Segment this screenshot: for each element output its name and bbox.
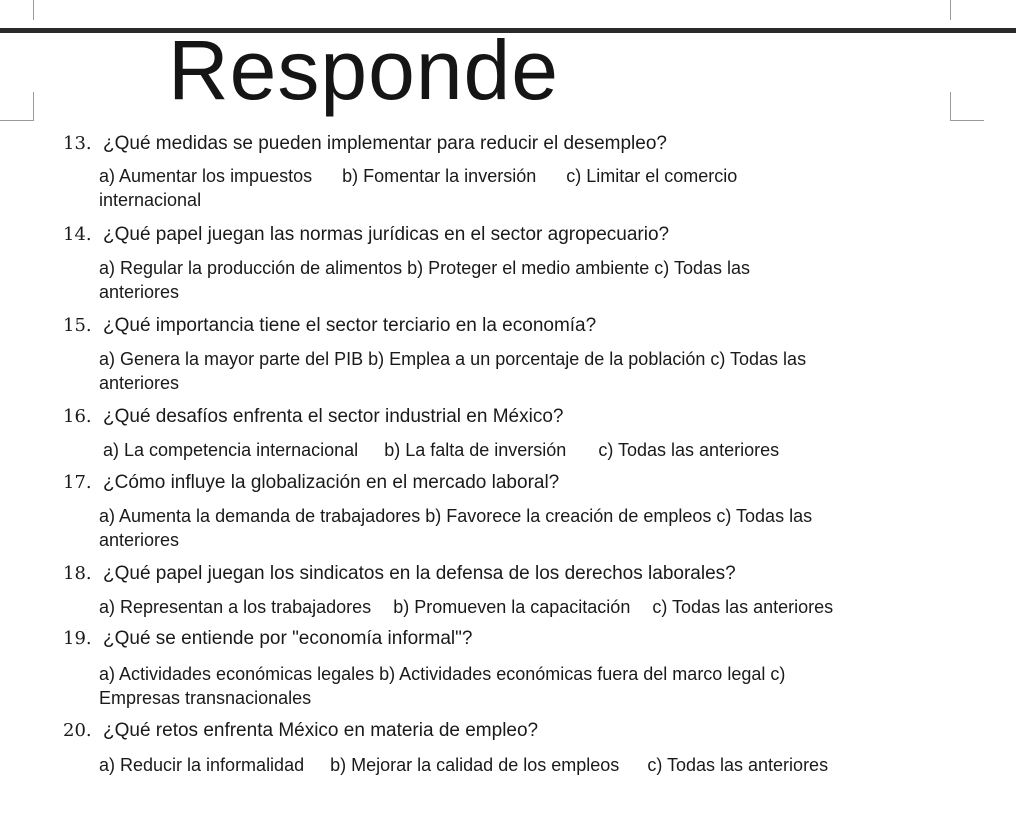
- option-line: a) Regular la producción de alimentos b) Proteger el medio ambiente c) Todas las: [99, 258, 751, 278]
- option-c: c) Todas las anteriores: [652, 597, 834, 617]
- page-title: Responde: [168, 23, 559, 117]
- option-b: b) La falta de inversión: [384, 440, 567, 460]
- option-c: c) Todas las anteriores: [647, 755, 829, 775]
- option-c: c) Limitar el comercio: [566, 166, 738, 186]
- option-continuation: internacional: [99, 190, 202, 210]
- question-13: [63, 132, 667, 156]
- option-a: a) Representan a los trabajadores: [99, 597, 372, 617]
- question-text: ¿Qué papel juegan los sindicatos en la defensa de los derechos laborales?: [103, 563, 736, 584]
- option-line: a) Genera la mayor parte del PIB b) Emplea a un porcentaje de la población c) Todas las: [99, 349, 807, 369]
- question-number: 18.: [63, 563, 92, 584]
- option-c: c) Todas las anteriores: [598, 440, 780, 460]
- question-20: [63, 719, 538, 743]
- option-a: a) Aumentar los impuestos: [99, 166, 313, 186]
- option-continuation: anteriores: [99, 373, 180, 393]
- option-b: b) Mejorar la calidad de los empleos: [330, 755, 620, 775]
- option-continuation: Empresas transnacionales: [99, 688, 312, 708]
- question-number: 15.: [63, 315, 92, 336]
- question-number: 14.: [63, 224, 92, 245]
- option-line: a) Actividades económicas legales b) Actividades económicas fuera del marco legal c): [99, 664, 786, 684]
- margin-mark-top-right: [950, 0, 951, 20]
- question-text: ¿Cómo influye la globalización en el mercado laboral?: [103, 472, 560, 493]
- question-text: ¿Qué desafíos enfrenta el sector industrial en México?: [103, 406, 564, 427]
- question-number: 19.: [63, 628, 92, 649]
- question-15-options: [99, 347, 979, 395]
- option-continuation: anteriores: [99, 282, 180, 302]
- question-19-options: [99, 662, 979, 710]
- question-18: [63, 562, 736, 586]
- margin-mark-right-horizontal: [950, 120, 984, 121]
- question-text: ¿Qué retos enfrenta México en materia de empleo?: [103, 720, 539, 741]
- question-14-options: [99, 256, 979, 304]
- margin-mark-top-left: [33, 0, 34, 20]
- question-number: 13.: [63, 133, 92, 154]
- question-15: [63, 314, 596, 338]
- question-text: ¿Qué se entiende por "economía informal"?: [103, 628, 473, 649]
- question-17-options: [99, 504, 979, 552]
- question-14: [63, 223, 669, 247]
- question-text: ¿Qué papel juegan las normas jurídicas en el sector agropecuario?: [103, 224, 670, 245]
- question-number: 20.: [63, 720, 92, 741]
- question-19: [63, 627, 472, 651]
- question-13-options: [99, 164, 979, 212]
- margin-mark-left-vertical: [33, 92, 34, 120]
- question-number: 16.: [63, 406, 92, 427]
- question-20-options: [99, 753, 979, 777]
- option-a: a) Reducir la informalidad: [99, 755, 305, 775]
- question-16-options: [103, 438, 983, 462]
- question-number: 17.: [63, 472, 92, 493]
- question-17: [63, 471, 559, 495]
- option-a: a) La competencia internacional: [103, 440, 359, 460]
- margin-mark-left-horizontal: [0, 120, 34, 121]
- margin-mark-right-vertical: [950, 92, 951, 120]
- option-line: a) Aumenta la demanda de trabajadores b) Favorece la creación de empleos c) Todas las: [99, 506, 813, 526]
- question-18-options: [99, 595, 979, 619]
- option-b: b) Promueven la capacitación: [393, 597, 631, 617]
- question-text: ¿Qué medidas se pueden implementar para reducir el desempleo?: [103, 133, 667, 154]
- option-b: b) Fomentar la inversión: [342, 166, 537, 186]
- option-continuation: anteriores: [99, 530, 180, 550]
- question-text: ¿Qué importancia tiene el sector terciario en la economía?: [103, 315, 597, 336]
- question-16: [63, 405, 563, 429]
